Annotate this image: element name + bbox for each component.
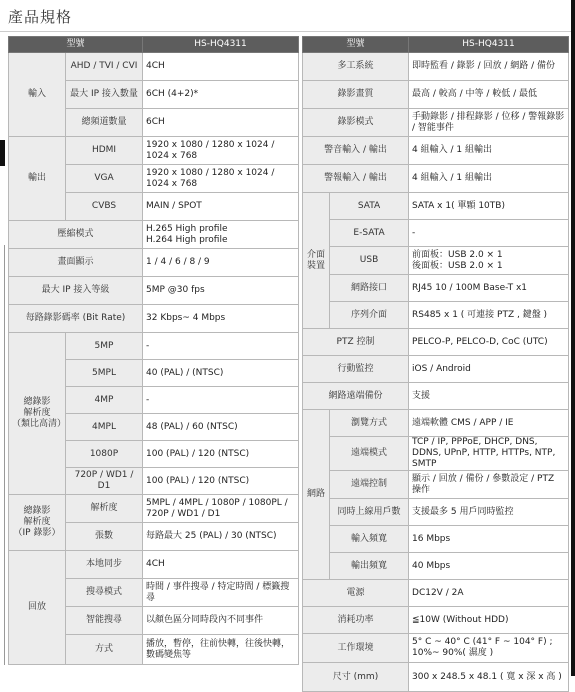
spec-label: 畫面顯示 — [9, 249, 143, 277]
spec-label: 方式 — [66, 635, 143, 665]
spec-value: iOS / Android — [409, 356, 569, 383]
spec-label: 多工系統 — [303, 53, 409, 81]
spec-label: 網路接口 — [330, 275, 409, 302]
page-edge-bar — [571, 0, 575, 676]
spec-label: 最大 IP 接入數量 — [66, 81, 143, 109]
spec-label: 4MPL — [66, 414, 143, 441]
spec-value: MAIN / SPOT — [143, 193, 299, 221]
spec-label: 智能搜尋 — [66, 607, 143, 635]
spec-value: 5MPL / 4MPL / 1080P / 1080PL / 720P / WD1 / D1 — [143, 495, 299, 523]
spec-label: 尺寸 (mm) — [303, 663, 409, 692]
spec-label: 電源 — [303, 580, 409, 607]
spec-label: 錄影模式 — [303, 109, 409, 137]
spec-value: ≦10W (Without HDD) — [409, 607, 569, 634]
spec-value: 5MP @30 fps — [143, 277, 299, 305]
spec-label: 錄影畫質 — [303, 81, 409, 109]
spec-value: 1 / 4 / 6 / 8 / 9 — [143, 249, 299, 277]
spec-label: 總頻道數量 — [66, 109, 143, 137]
spec-value: 時間 / 事件搜尋 / 特定時間 / 標籤搜尋 — [143, 579, 299, 607]
model-header-label: 型號 — [9, 37, 143, 53]
spec-label: 5MP — [66, 333, 143, 360]
spec-value-line: H.264 High profile — [146, 234, 228, 245]
model-header-label: 型號 — [303, 37, 409, 53]
spec-value: 支援最多 5 用戶同時監控 — [409, 499, 569, 526]
spec-value: 4 組輸入 / 1 組輸出 — [409, 165, 569, 193]
spec-label: 遠端模式 — [330, 437, 409, 471]
spec-label: 警音輸入 / 輸出 — [303, 137, 409, 165]
spec-label: 行動監控 — [303, 356, 409, 383]
spec-value: 5° C ~ 40° C (41° F ~ 104° F) ; 10%~ 90%( 濕度 ) — [409, 634, 569, 663]
spec-label: HDMI — [66, 137, 143, 165]
spec-label: 同時上線用戶數 — [330, 499, 409, 526]
spec-value: 顯示 / 回放 / 備份 / 參數設定 / PTZ 操作 — [409, 471, 569, 499]
spec-value: - — [143, 333, 299, 360]
model-header-value: HS-HQ4311 — [409, 37, 569, 53]
spec-label: 輸出頻寬 — [330, 553, 409, 580]
spec-table-right — [302, 36, 569, 692]
spec-label: SATA — [330, 193, 409, 220]
spec-value: 播放，暫停，往前快轉，往後快轉，數碼變焦等 — [143, 635, 299, 665]
spec-value: 16 Mbps — [409, 526, 569, 553]
spec-value: 以顏色區分同時段內不同事件 — [143, 607, 299, 635]
spec-value: PELCO-P, PELCO-D, CoC (UTC) — [409, 329, 569, 356]
spec-value: 最高 / 較高 / 中等 / 較低 / 最低 — [409, 81, 569, 109]
spec-value: 每路最大 25 (PAL) / 30 (NTSC) — [143, 523, 299, 551]
spec-label: CVBS — [66, 193, 143, 221]
spec-label: 搜尋模式 — [66, 579, 143, 607]
spec-value: RJ45 10 / 100M Base-T x1 — [409, 275, 569, 302]
spec-value: 48 (PAL) / 60 (NTSC) — [143, 414, 299, 441]
group-recording-ip: 總錄影 解析度 （IP 錄影） — [9, 495, 66, 551]
spec-value: 100 (PAL) / 120 (NTSC) — [143, 441, 299, 468]
spec-label: 瀏覽方式 — [330, 410, 409, 437]
spec-label: 每路錄影碼率 (Bit Rate) — [9, 305, 143, 333]
spec-label: 序列介面 — [330, 302, 409, 329]
spec-value: 4 組輸入 / 1 組輸出 — [409, 137, 569, 165]
spec-label: 輸入頻寬 — [330, 526, 409, 553]
spec-value: 6CH (4+2)* — [143, 81, 299, 109]
spec-label: 1080P — [66, 441, 143, 468]
group-playback: 回放 — [9, 551, 66, 665]
spec-label: USB — [330, 247, 409, 275]
spec-value: 4CH — [143, 551, 299, 579]
spec-label: 解析度 — [66, 495, 143, 523]
spec-value: 1920 x 1080 / 1280 x 1024 / 1024 x 768 — [143, 165, 299, 193]
spec-label: PTZ 控制 — [303, 329, 409, 356]
spec-label: 壓縮模式 — [9, 221, 143, 249]
spec-value: 300 x 248.5 x 48.1 ( 寬 x 深 x 高 ) — [409, 663, 569, 692]
spec-label: 工作環境 — [303, 634, 409, 663]
spec-value: TCP / IP, PPPoE, DHCP, DNS, DDNS, UPnP, HTTP, HTTPs, NTP, SMTP — [409, 437, 569, 471]
spec-label: 4MP — [66, 387, 143, 414]
spec-value: 6CH — [143, 109, 299, 137]
spec-value: 40 Mbps — [409, 553, 569, 580]
spec-table-left — [8, 36, 299, 665]
spec-value: 手動錄影 / 排程錄影 / 位移 / 警報錄影 / 智能事件 — [409, 109, 569, 137]
spec-label: 網路遠端備份 — [303, 383, 409, 410]
spec-value: RS485 x 1 ( 可連接 PTZ , 鍵盤 ) — [409, 302, 569, 329]
spec-value: 40 (PAL) / (NTSC) — [143, 360, 299, 387]
spec-value: 支援 — [409, 383, 569, 410]
spec-value: 32 Kbps~ 4 Mbps — [143, 305, 299, 333]
group-output: 輸出 — [9, 137, 66, 221]
title-divider — [0, 31, 575, 32]
spec-label: 消耗功率 — [303, 607, 409, 634]
page-edge-bracket — [0, 245, 5, 665]
spec-value: - — [143, 387, 299, 414]
spec-label: 5MPL — [66, 360, 143, 387]
spec-label: 警報輸入 / 輸出 — [303, 165, 409, 193]
spec-label: 最大 IP 接入等級 — [9, 277, 143, 305]
spec-label: E-SATA — [330, 220, 409, 247]
group-interface: 介面 裝置 — [303, 193, 330, 329]
spec-value: - — [409, 220, 569, 247]
spec-label: 遠端控制 — [330, 471, 409, 499]
spec-value-line: H.265 High profile — [146, 223, 228, 234]
spec-value — [143, 221, 299, 249]
page-title: 產品規格 — [8, 8, 73, 26]
spec-value: 4CH — [143, 53, 299, 81]
spec-value: DC12V / 2A — [409, 580, 569, 607]
spec-value: 即時監看 / 錄影 / 回放 / 網路 / 備份 — [409, 53, 569, 81]
spec-value: 1920 x 1080 / 1280 x 1024 / 1024 x 768 — [143, 137, 299, 165]
model-header-value: HS-HQ4311 — [143, 37, 299, 53]
spec-value: SATA x 1( 單顆 10TB) — [409, 193, 569, 220]
spec-value: 前面板：USB 2.0 × 1 後面板：USB 2.0 × 1 — [409, 247, 569, 275]
group-network: 網路 — [303, 410, 330, 580]
group-recording-analog: 總錄影 解析度 （類比高清） — [9, 333, 66, 495]
spec-label: 張數 — [66, 523, 143, 551]
spec-label: 720P / WD1 / D1 — [66, 468, 143, 495]
group-input: 輸入 — [9, 53, 66, 137]
spec-value: 遠端軟體 CMS / APP / IE — [409, 410, 569, 437]
spec-value: 100 (PAL) / 120 (NTSC) — [143, 468, 299, 495]
spec-label: 本地同步 — [66, 551, 143, 579]
spec-label: AHD / TVI / CVI — [66, 53, 143, 81]
spec-label: VGA — [66, 165, 143, 193]
page-edge-tab — [0, 140, 5, 166]
